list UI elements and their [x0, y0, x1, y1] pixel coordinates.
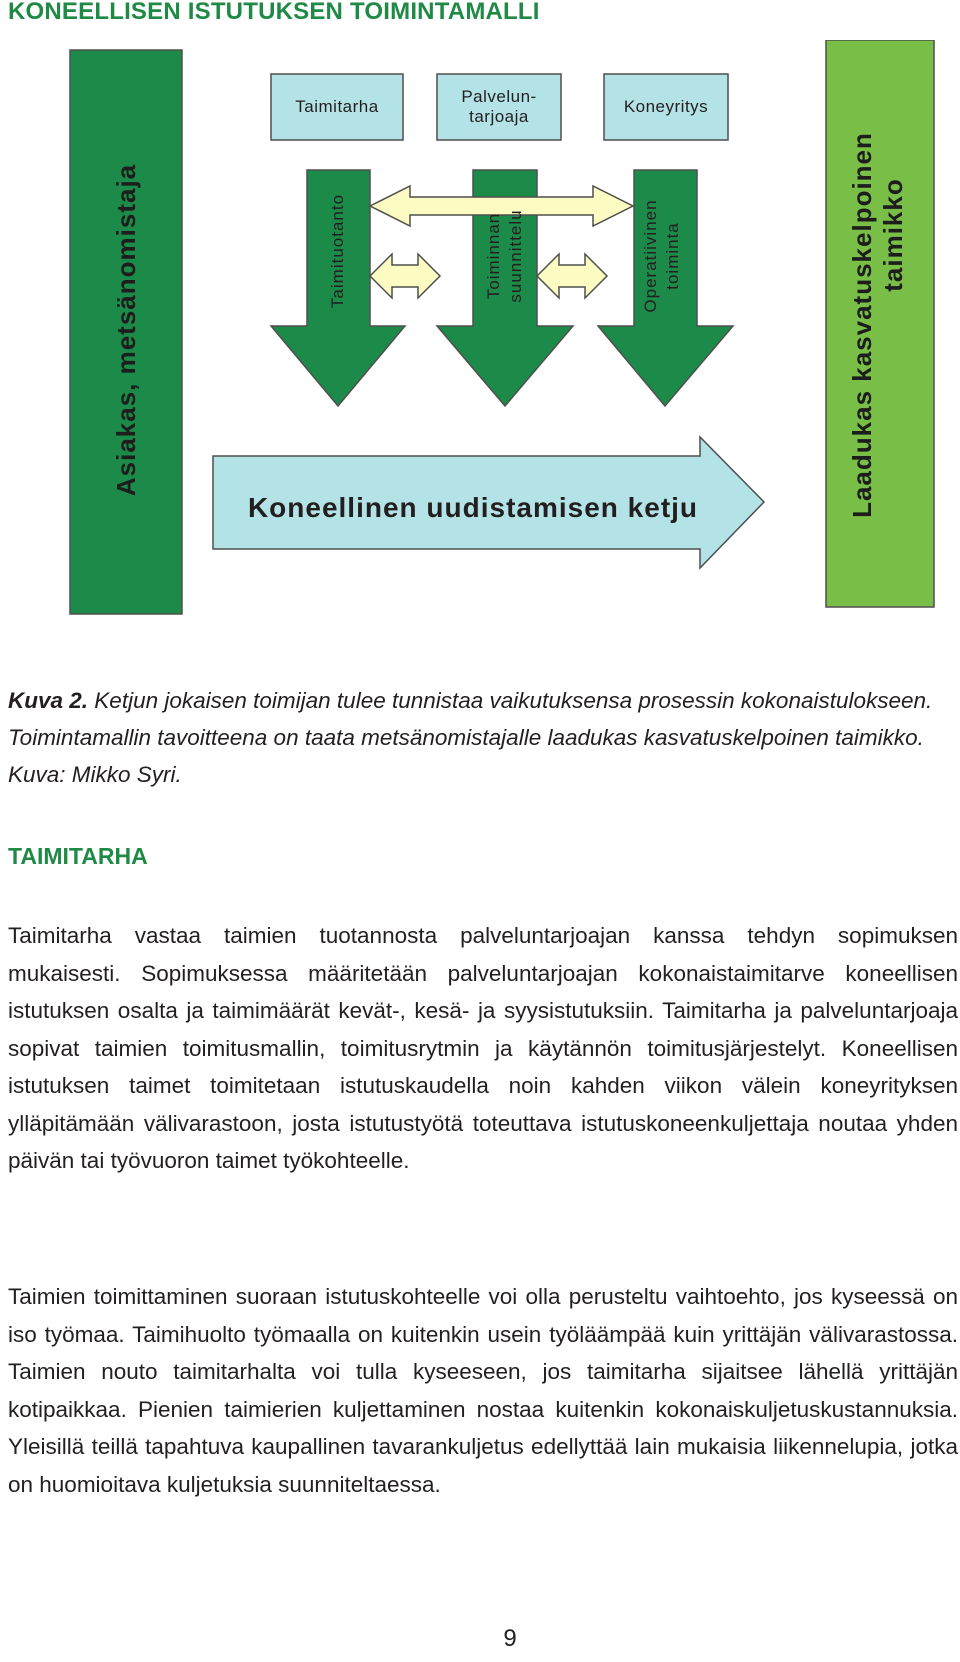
- body-paragraph-2: Taimien toimittaminen suoraan istutuskohteelle voi olla perusteltu vaihtoehto, jos kyseessä on iso työmaa. Taimihuolto työmaalla on kuitenkin usein työläämpää kuin yrittäjän välivarastossa. Taimien nouto taimitarhalta voi tulla kyseeseen, jos taimitarha sijaitsee lähellä yrittäjän kotipaikkaa. Pienien taimierien kuljettaminen nostaa kuitenkin kokonaiskuljetuskustannuksia. Yleisillä teillä tapahtuva kaupallinen tavarankuljetus edellyttää lain mukaisia liikennelupia, jotka on huomioitava kuljetuksia suunniteltaessa.: [8, 1284, 958, 1497]
- caption-text: Ketjun jokaisen toimijan tulee tunnistaa vaikutuksensa prosessin kokonaistulokseen. Toimintamallin tavoitteena on taata metsänomistajalle laadukas kasvatuskelpoinen taimikko. Kuva: Mikko Syri.: [8, 688, 933, 787]
- page-heading: KONEELLISEN ISTUTUKSEN TOIMINTAMALLI: [8, 0, 540, 25]
- chain-label: Koneellinen uudistamisen ketju: [247, 492, 699, 523]
- palveluntarjoaja-label: Palvelun- tarjoaja: [461, 87, 537, 126]
- taimitarha-label: Taimitarha: [295, 97, 379, 116]
- koneyritys-label: Koneyritys: [623, 97, 709, 116]
- body-paragraph-1: Taimitarha vastaa taimien tuotannosta palveluntarjoajan kanssa tehdyn sopimuksen mukaisesti. Sopimuksessa määritetään palveluntarjoajan kokonaistaimitarve koneellisen istutuksen osalta ja taimimäärät kevät-, kesä- ja syysistutuksiin. Taimitarha ja palveluntarjoaja sopivat taimien toimitusmallin, toimitusrytmin ja käytännön toimitusjärjestelyt. Koneellisen istutuksen taimet toimitetaan istutuskaudella noin kahden viikon välein koneyrityksen ylläpitämään välivarastoon, josta istutustyötä toteuttava istutuskoneenkuljettaja noutaa yhden päivän tai työvuoron taimet työkohteelle.: [8, 923, 958, 1173]
- result-label: Laadukas kasvatuskelpoinen taimikko: [847, 132, 908, 518]
- double-arrow-left: [370, 254, 440, 298]
- customer-label: Asiakas, metsänomistaja: [110, 163, 141, 497]
- operating-model-diagram: [0, 40, 960, 660]
- operatiivinen-toiminta-label: Operatiivinen toiminta: [641, 199, 682, 313]
- figure-caption: [8, 682, 953, 793]
- toiminnan-suunnittelu-label: Toiminnan suunnittelu: [484, 209, 525, 303]
- section-heading: TAIMITARHA: [8, 843, 148, 869]
- caption-lead: Kuva 2.: [8, 688, 89, 713]
- taimituotanto-label: Taimituotanto: [328, 193, 347, 309]
- page-number: 9: [503, 1625, 517, 1652]
- double-arrow-right: [537, 254, 607, 298]
